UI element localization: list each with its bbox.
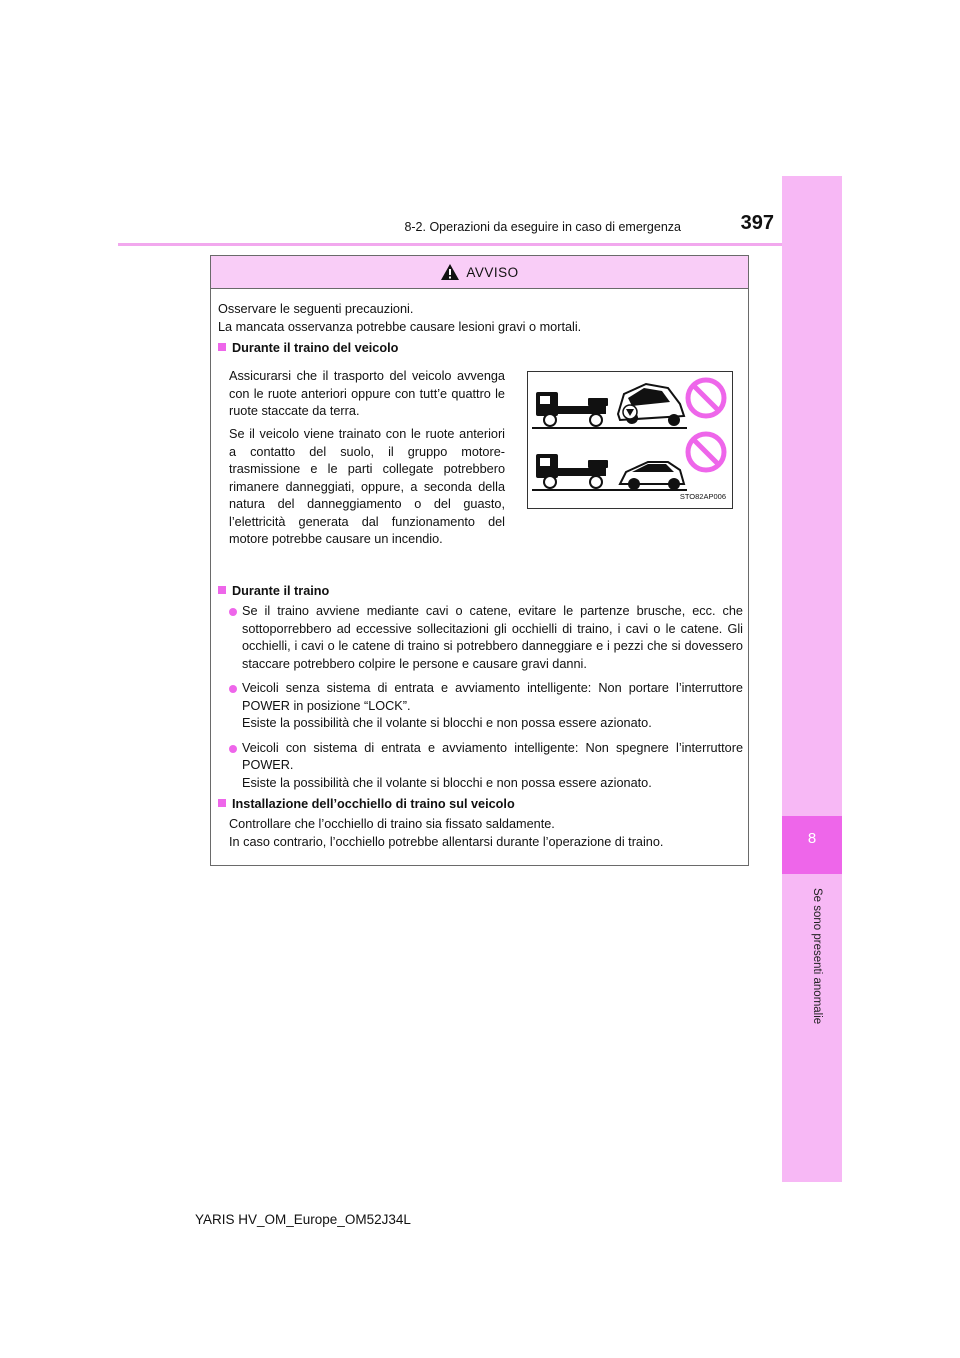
towing-paragraph: Se il veicolo viene trainato con le ruote anteriori a contatto del suolo, il gruppo motore-trasmissione e le parti collegate potrebbero rimanere danneggiati, oppure, a seconda della natura del danneggiamento o del guasto, l’elettricità generata dal funzionamento del motore potrebbe causare un incendio. — [229, 427, 505, 546]
installation-line: Controllare che l’occhiello di traino sia fissato saldamente. — [229, 817, 555, 831]
section-heading: Durante il traino del veicolo — [218, 340, 398, 358]
installation-text — [229, 816, 743, 851]
square-bullet-icon — [218, 343, 226, 351]
towed-car-upper — [618, 384, 684, 426]
installation-line: In caso contrario, l’occhiello potrebbe allentarsi durante l’operazione di traino. — [229, 834, 664, 849]
warning-title: AVVISO — [466, 264, 519, 280]
section-heading: Durante il traino — [218, 583, 329, 601]
towing-illustration — [527, 371, 733, 509]
square-bullet-icon — [218, 799, 226, 807]
round-bullet-icon — [229, 608, 237, 616]
towed-car-lower — [620, 462, 684, 490]
chapter-number: 8 — [807, 830, 817, 847]
prohibited-icon — [688, 380, 724, 416]
intro-line: La mancata osservanza potrebbe causare lesioni gravi o mortali. — [218, 319, 582, 334]
towing-bullet-list — [229, 603, 743, 799]
square-bullet-icon — [218, 586, 226, 594]
document-code: YARIS HV_OM_Europe_OM52J34L — [195, 1212, 411, 1227]
towing-paragraph: Assicurarsi che il trasporto del veicolo avvenga con le ruote anteriori oppure con tutt’e quattro le ruote staccate da terra. — [229, 369, 505, 418]
list-item: Veicoli senza sistema di entrata e avviamento intelligente: Non portare l’interruttore POWER in posizione “LOCK”. Esiste la possibilità che il volante si blocchi e non possa essere azionato. — [229, 680, 743, 733]
warning-triangle-icon — [440, 263, 460, 281]
chapter-title: Se sono presenti anomalie — [811, 888, 823, 1025]
page-number: 397 — [740, 212, 774, 234]
prohibited-icon — [688, 434, 724, 470]
section-title: 8-2. Operazioni da eseguire in caso di emergenza — [404, 220, 681, 234]
round-bullet-icon — [229, 745, 237, 753]
list-item: Veicoli con sistema di entrata e avviamento intelligente: Non spegnere l’interruttore POWER. Esiste la possibilità che il volante si blocchi e non possa essere azionato. — [229, 740, 743, 793]
list-item: Se il traino avviene mediante cavi o catene, evitare le partenze brusche, ecc. che sottoporrebbero ad eccessive sollecitazioni gli occhielli di traino, i cavi o le catene. Gli occhielli, i cavi o le catene di traino si potrebbero danneggiare e i pezzi che si dovessero staccare potrebbero colpire le persone e causare gravi danni. — [229, 603, 743, 673]
warning-header — [211, 256, 748, 289]
warning-box — [210, 255, 749, 866]
header-rule — [118, 243, 782, 246]
intro-line: Osservare le seguenti precauzioni. — [218, 302, 414, 316]
chapter-side-tab — [782, 176, 842, 1182]
figure-code: STO82AP006 — [679, 491, 726, 501]
round-bullet-icon — [229, 685, 237, 693]
section-heading: Installazione dell’occhiello di traino sul veicolo — [218, 796, 515, 814]
warning-intro — [218, 301, 738, 336]
warning-body — [211, 289, 748, 865]
